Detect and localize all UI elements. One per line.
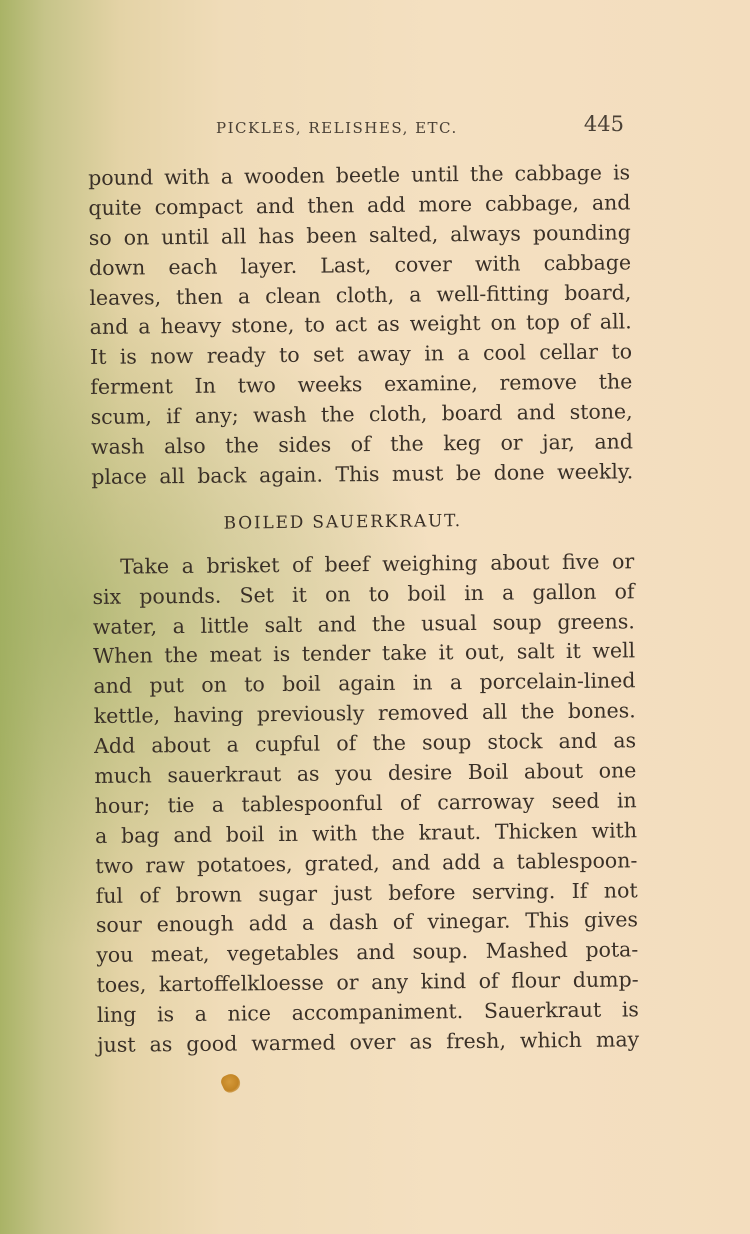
section-heading: BOILED SAUERKRAUT. xyxy=(223,510,463,534)
running-head: PICKLES, RELISHES, ETC. xyxy=(216,119,458,137)
text-line: hour; tie a tablespoonful of carroway seed in xyxy=(94,788,637,818)
text-line: six pounds. Set it on to boil in a gallon of xyxy=(92,578,635,609)
text-line: place all back again. This must be done weekly. xyxy=(91,459,634,489)
text-line: and a heavy stone, to act as weight on top of all. xyxy=(89,309,632,340)
ink-stain xyxy=(219,1071,243,1095)
text-line: Take a brisket of beef weighing about five or xyxy=(120,549,635,579)
text-line: two raw potatoes, grated, and add a tablespoon- xyxy=(95,847,638,878)
text-line: wash also the sides of the keg or jar, and xyxy=(90,429,634,459)
text-line: toes, kartoffelkloesse or any kind of flour dump- xyxy=(96,967,639,998)
body-text xyxy=(88,158,639,1061)
text-line: a bag and boil in with the kraut. Thicken with xyxy=(94,818,638,848)
text-line: down each layer. Last, cover with cabbage xyxy=(88,249,632,280)
text-line: scum, if any; wash the cloth, board and stone, xyxy=(90,399,633,430)
text-line: you meat, vegetables and soup. Mashed pota- xyxy=(96,937,639,968)
text-line: much sauerkraut as you desire Boil about one xyxy=(94,758,637,788)
paragraph-recipe xyxy=(92,547,639,1061)
text-line: When the meat is tender take it out, salt it well xyxy=(93,638,636,669)
text-line: ful of brown sugar just before serving. If not xyxy=(95,877,638,908)
text-line: so on until all has been salted, always pounding xyxy=(88,220,631,250)
text-line: water, a little salt and the usual soup greens. xyxy=(92,608,635,639)
text-line: It is now ready to set away in a cool cellar to xyxy=(89,339,633,370)
text-line: Add about a cupful of the soup stock and as xyxy=(93,728,637,759)
text-line: pound with a wooden beetle until the cabbage is xyxy=(88,160,631,190)
text-line: quite compact and then add more cabbage, and xyxy=(88,190,631,220)
text-line: kettle, having previously removed all the bones. xyxy=(93,698,636,729)
text-line: ling is a nice accompaniment. Sauerkraut is xyxy=(96,997,640,1028)
page-header xyxy=(88,112,628,142)
page-number: 445 xyxy=(583,112,624,136)
text-line: ferment In two weeks examine, remove the xyxy=(90,369,633,400)
text-line: and put on to boil again in a porcelain-lined xyxy=(93,668,636,699)
text-line: just as good warmed over as fresh, which may xyxy=(97,1027,640,1057)
text-line: sour enough add a dash of vinegar. This gives xyxy=(95,907,639,938)
text-line: leaves, then a clean cloth, a well-fitting board, xyxy=(89,279,632,310)
paragraph-continued xyxy=(88,158,633,492)
